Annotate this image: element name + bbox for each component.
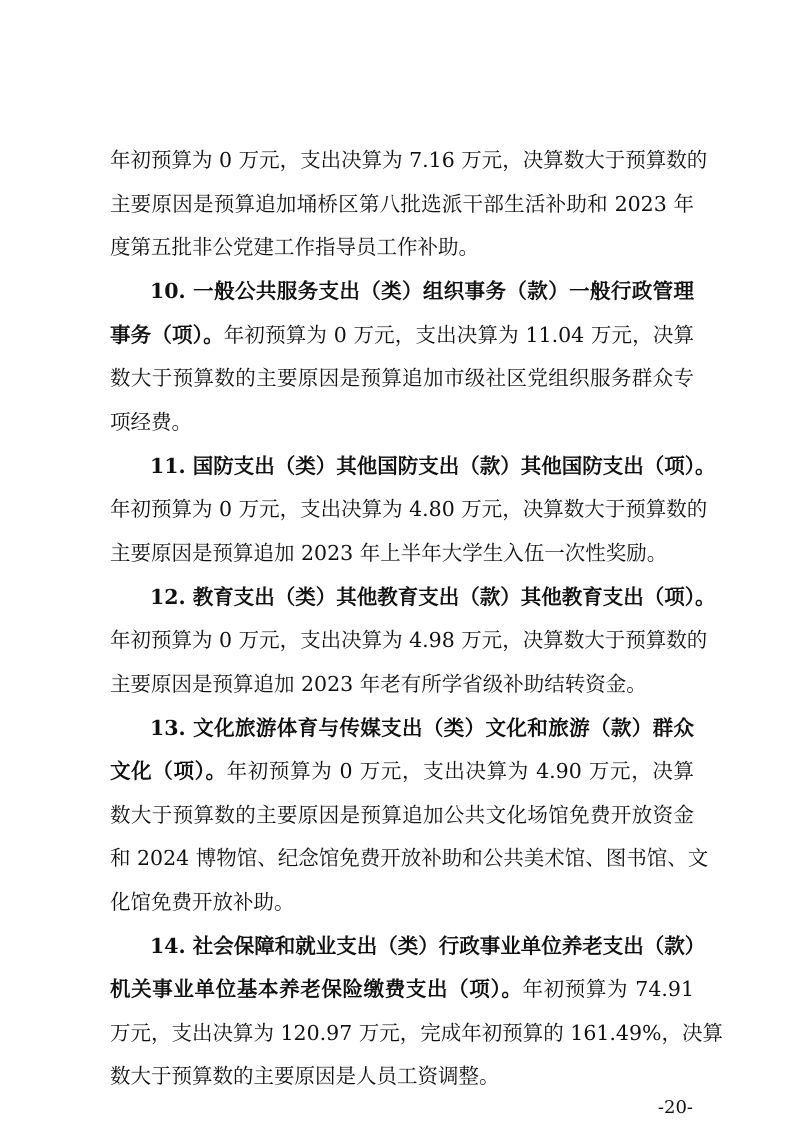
text-line — [110, 1064, 694, 1088]
text-run: 主要原因是预算追加 2023 年老有所学省级补助结转资金。 — [110, 672, 647, 696]
text-run: 年初预算为 0 万元，支出决算为 4.90 万元，决算 — [226, 759, 694, 783]
item-heading-text: 事务（项）。 — [110, 323, 224, 347]
item-heading-text: 12. 教育支出（类）其他教育支出（款）其他教育支出（项）。 — [150, 585, 716, 609]
text-run: 年初预算为 0 万元，支出决算为 4.98 万元，决算数大于预算数的 — [110, 628, 708, 652]
item-heading-text: 机关事业单位基本养老保险缴费支出（项）。 — [110, 977, 523, 1001]
text-line — [110, 497, 708, 521]
text-run: 年初预算为 0 万元，支出决算为 7.16 万元，决算数大于预算数的 — [110, 148, 708, 172]
item-heading-line — [150, 279, 694, 303]
item-heading-line — [150, 716, 694, 740]
text-run: 度第五批非公党建工作指导员工作补助。 — [110, 235, 479, 259]
text-run: 项经费。 — [110, 410, 192, 434]
text-run: 年初预算为 0 万元，支出决算为 4.80 万元，决算数大于预算数的 — [110, 497, 708, 521]
text-run: 主要原因是预算追加 2023 年上半年大学生入伍一次性奖励。 — [110, 541, 668, 565]
text-line — [110, 846, 709, 870]
text-line — [110, 366, 694, 390]
text-line — [110, 410, 694, 434]
text-run: 数大于预算数的主要原因是预算追加公共文化场馆免费开放资金 — [110, 803, 694, 827]
text-line — [110, 541, 694, 565]
item-heading-text: 14. 社会保障和就业支出（类）行政事业单位养老支出（款） — [150, 934, 706, 958]
text-run: 万元，支出决算为 120.97 万元，完成年初预算的 161.49%，决算 — [110, 1021, 723, 1045]
text-line — [110, 977, 694, 1001]
item-heading-line — [150, 454, 716, 478]
item-heading-text: 11. 国防支出（类）其他国防支出（款）其他国防支出（项）。 — [150, 454, 716, 478]
text-line — [110, 803, 694, 827]
text-run: 数大于预算数的主要原因是预算追加市级社区党组织服务群众专 — [110, 366, 694, 390]
text-line — [110, 192, 694, 216]
item-heading-text: 13. 文化旅游体育与传媒支出（类）文化和旅游（款）群众 — [150, 716, 694, 740]
text-line — [110, 759, 694, 783]
text-line — [110, 323, 694, 347]
text-line — [110, 1021, 723, 1045]
text-line — [110, 672, 694, 696]
text-run: 年初预算为 0 万元，支出决算为 11.04 万元，决算 — [223, 323, 695, 347]
text-line — [110, 235, 694, 259]
text-line — [110, 148, 708, 172]
text-run: 和 2024 博物馆、纪念馆免费开放补助和公共美术馆、图书馆、文 — [110, 846, 709, 870]
text-run: 化馆免费开放补助。 — [110, 890, 295, 914]
item-heading-text: 10. 一般公共服务支出（类）组织事务（款）一般行政管理 — [150, 279, 694, 303]
text-run: 主要原因是预算追加埇桥区第八批选派干部生活补助和 2023 年 — [110, 192, 694, 216]
item-heading-line — [150, 934, 706, 958]
text-line — [110, 628, 708, 652]
text-run: 数大于预算数的主要原因是人员工资调整。 — [110, 1064, 500, 1088]
item-heading-text: 文化（项）。 — [110, 759, 227, 783]
item-heading-line — [150, 585, 716, 609]
text-run: 年初预算为 74.91 — [522, 977, 694, 1001]
text-line — [110, 890, 694, 914]
page-number: -20- — [657, 1097, 693, 1118]
